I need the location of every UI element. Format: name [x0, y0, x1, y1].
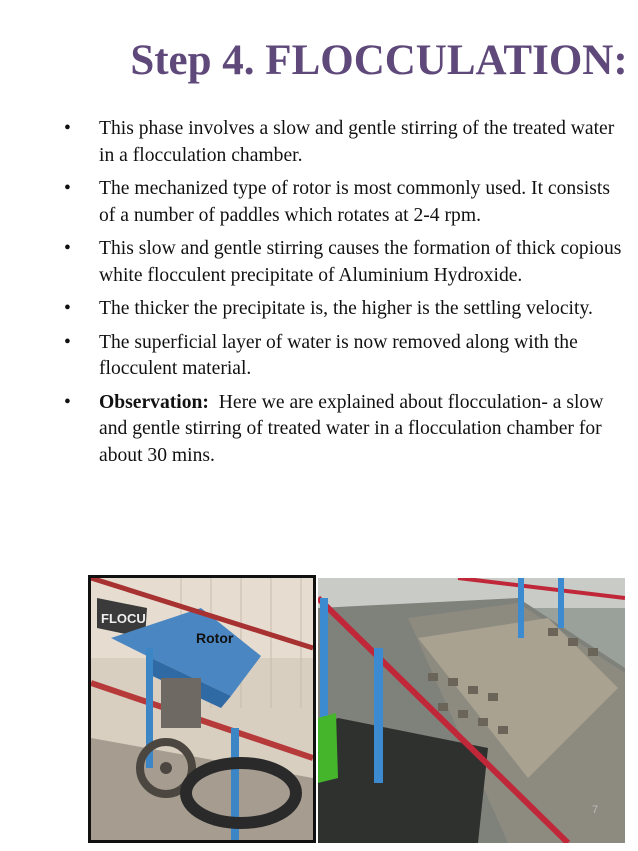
- bullet-text: Here we are explained about flocculation- a slow and gentle stirring of treated water in a flocculation chamber for about 30 mins.: [99, 391, 604, 466]
- bullet-icon: •: [64, 238, 71, 259]
- bullet-text: The mechanized type of rotor is most commonly used. It consists of a number of paddles which rotates at 2-4 rpm.: [99, 178, 610, 226]
- rotor-label: Rotor: [196, 630, 234, 646]
- bullet-icon: •: [64, 331, 71, 353]
- list-item: [64, 296, 624, 323]
- bullet-text: This phase involves a slow and gentle stirring of the treated water in a flocculation chamber.: [99, 118, 615, 166]
- rotor-photo: [88, 575, 316, 843]
- tank-photo-graphic: [318, 578, 625, 843]
- list-item: [64, 236, 624, 289]
- bullet-text: The thicker the precipitate is, the higher is the settling velocity.: [99, 298, 593, 319]
- page-number: 7: [592, 804, 599, 816]
- bullet-icon: •: [64, 118, 71, 139]
- bullet-list: [64, 116, 624, 476]
- bullet-icon: •: [64, 298, 71, 319]
- slide-title: [0, 36, 638, 85]
- rotor-photo-graphic: [91, 578, 313, 840]
- bullet-text: The superficial layer of water is now removed along with the flocculent material.: [99, 331, 578, 379]
- list-item: [64, 390, 624, 470]
- sign-text: FLOCU: [101, 611, 146, 626]
- observation-label: Observation:: [99, 391, 209, 413]
- slide-title-text: Step 4. FLOCCULATION:: [130, 37, 628, 84]
- flocculation-tank-photo: [318, 578, 625, 843]
- list-item: [64, 116, 624, 169]
- bullet-icon: •: [64, 391, 71, 413]
- bullet-text: This slow and gentle stirring causes the formation of thick copious white flocculent precipitate of Aluminium Hydroxide.: [99, 238, 622, 286]
- list-item: [64, 330, 624, 383]
- list-item: [64, 176, 624, 229]
- bullet-icon: •: [64, 178, 71, 199]
